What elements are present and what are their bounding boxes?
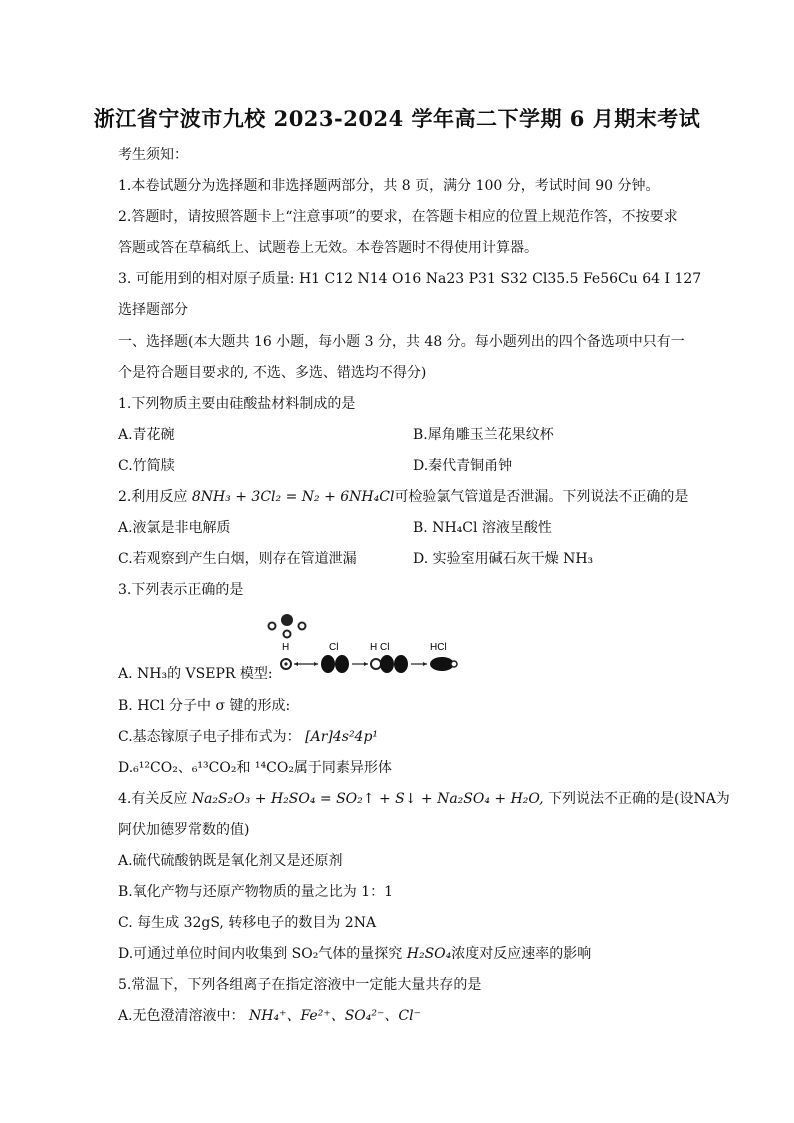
q2-stem-post: 可检验氯气管道是否泄漏。下列说法不正确的是 xyxy=(394,489,689,505)
notice-item-2a: 2.答题时，请按照答题卡上“注意事项”的要求，在答题卡相应的位置上规范作答，不按要求 xyxy=(118,209,678,225)
vsepr-atom-bottom xyxy=(284,631,291,638)
q3-option-a: A. NH₃的 VSEPR 模型: xyxy=(118,666,273,682)
q3-figure xyxy=(262,612,462,684)
q4-option-b: B.氧化产物与还原产物物质的量之比为 1：1 xyxy=(118,884,394,900)
q4-equation: Na₂S₂O₃ + H₂SO₄ = SO₂↑ + S↓ + Na₂SO₄ + H₂O, xyxy=(191,791,544,807)
q4-stem-post: 下列说法不正确的是(设NA为 xyxy=(547,791,730,807)
q5-stem: 5.常温下，下列各组离子在指定溶液中一定能大量共存的是 xyxy=(118,977,482,993)
q3-option-d: D.₆¹²CO₂、₆¹³CO₂和 ¹⁴CO₂属于同素异形体 xyxy=(118,760,392,776)
q1-stem: 1.下列物质主要由硅酸盐材料制成的是 xyxy=(118,396,356,412)
q2-option-a: A.液氯是非电解质 xyxy=(118,520,231,536)
q2-equation: 8NH₃ + 3Cl₂ = N₂ + 6NH₄Cl xyxy=(191,489,395,505)
q2-option-b: B. NH₄Cl 溶液呈酸性 xyxy=(413,520,552,536)
q3-option-c-config: [Ar]4s²4p¹ xyxy=(305,729,379,745)
q3-option-b: B. HCl 分子中 σ 键的形成: xyxy=(118,698,291,714)
q5-option-a-text: A.无色澄清溶液中： xyxy=(118,1008,245,1024)
notice-heading: 考生须知： xyxy=(118,147,188,163)
q4-stem-2: 阿伏加德罗常数的值) xyxy=(118,822,250,838)
notice-item-1: 1.本卷试题分为选择题和非选择题两部分，共 8 页，满分 100 分，考试时间 90 分钟。 xyxy=(118,178,660,194)
q4-option-d-pre: D.可通过单位时间内收集到 SO₂气体的量探究 xyxy=(118,946,403,962)
arrow3-head xyxy=(423,662,427,666)
vsepr-atom-right xyxy=(299,623,306,630)
notice-item-2b: 答题或答在草稿纸上、试题卷上无效。本卷答题时不得使用计算器。 xyxy=(118,240,538,256)
orbital-diagram xyxy=(262,612,462,680)
arrow-head-right xyxy=(314,662,318,666)
q2-option-d: D. 实验室用碱石灰干燥 NH₃ xyxy=(413,551,594,567)
q3-option-c-text: C.基态镓原子电子排布式为： xyxy=(118,729,301,745)
cl-lobe-left xyxy=(321,655,335,673)
part1-instructions-a: 一、选择题(本大题共 16 小题，每小题 3 分，共 48 分。每小题列出的四个备选项中只有一 xyxy=(118,334,685,350)
label-h-cl: H Cl xyxy=(370,642,390,653)
q3-option-c xyxy=(118,727,378,747)
q1-option-b: B.犀角雕玉兰花果纹杯 xyxy=(413,427,554,443)
q2-option-c: C.若观察到产生白烟，则存在管道泄漏 xyxy=(118,551,357,567)
h-orbital-overlap xyxy=(371,659,381,669)
cl-lobe-right xyxy=(335,655,349,673)
label-cl: Cl xyxy=(329,642,339,653)
q4-option-a: A.硫代硫酸钠既是氧化剂又是还原剂 xyxy=(118,853,343,869)
label-h: H xyxy=(282,642,290,653)
cl-lobe-overlap-right xyxy=(394,655,408,673)
q4-option-d-formula: H₂SO₄ xyxy=(406,946,452,962)
q4-option-d xyxy=(118,944,591,964)
q4-option-c: C. 每生成 32gS, 转移电子的数目为 2NA xyxy=(118,915,377,931)
arrow2-head xyxy=(364,662,368,666)
hcl-h-end xyxy=(451,661,457,667)
cl-lobe-overlap-left xyxy=(380,655,394,673)
vsepr-central-atom xyxy=(281,614,293,626)
q5-option-a xyxy=(118,1006,421,1026)
arrow-head-left xyxy=(294,662,298,666)
q2-stem-pre: 2.利用反应 xyxy=(118,489,188,505)
q4-stem-pre: 4.有关反应 xyxy=(118,791,188,807)
h-nucleus xyxy=(284,662,287,665)
vsepr-atom-left xyxy=(269,623,276,630)
q2-stem xyxy=(118,487,688,507)
section-heading: 选择题部分 xyxy=(118,302,188,318)
q4-option-d-post: 浓度对反应速率的影响 xyxy=(451,946,592,962)
label-hcl: HCl xyxy=(430,642,447,653)
q4-stem xyxy=(118,789,730,809)
q3-stem: 3.下列表示正确的是 xyxy=(118,582,244,598)
page-title: 浙江省宁波市九校 2023-2024 学年高二下学期 6 月期末考试 xyxy=(93,106,701,131)
q1-option-c: C.竹简牍 xyxy=(118,458,175,474)
q1-option-d: D.秦代青铜甬钟 xyxy=(413,458,513,474)
notice-item-3: 3. 可能用到的相对原子质量: H1 C12 N14 O16 Na23 P31 S32 Cl35.5 Fe56Cu 64 I 127 xyxy=(118,271,702,287)
part1-instructions-b: 个是符合题目要求的, 不选、多选、错选均不得分) xyxy=(118,365,427,381)
q1-option-a: A.青花碗 xyxy=(118,427,175,443)
q5-option-a-ions: NH₄⁺、Fe²⁺、SO₄²⁻、Cl⁻ xyxy=(249,1008,421,1024)
